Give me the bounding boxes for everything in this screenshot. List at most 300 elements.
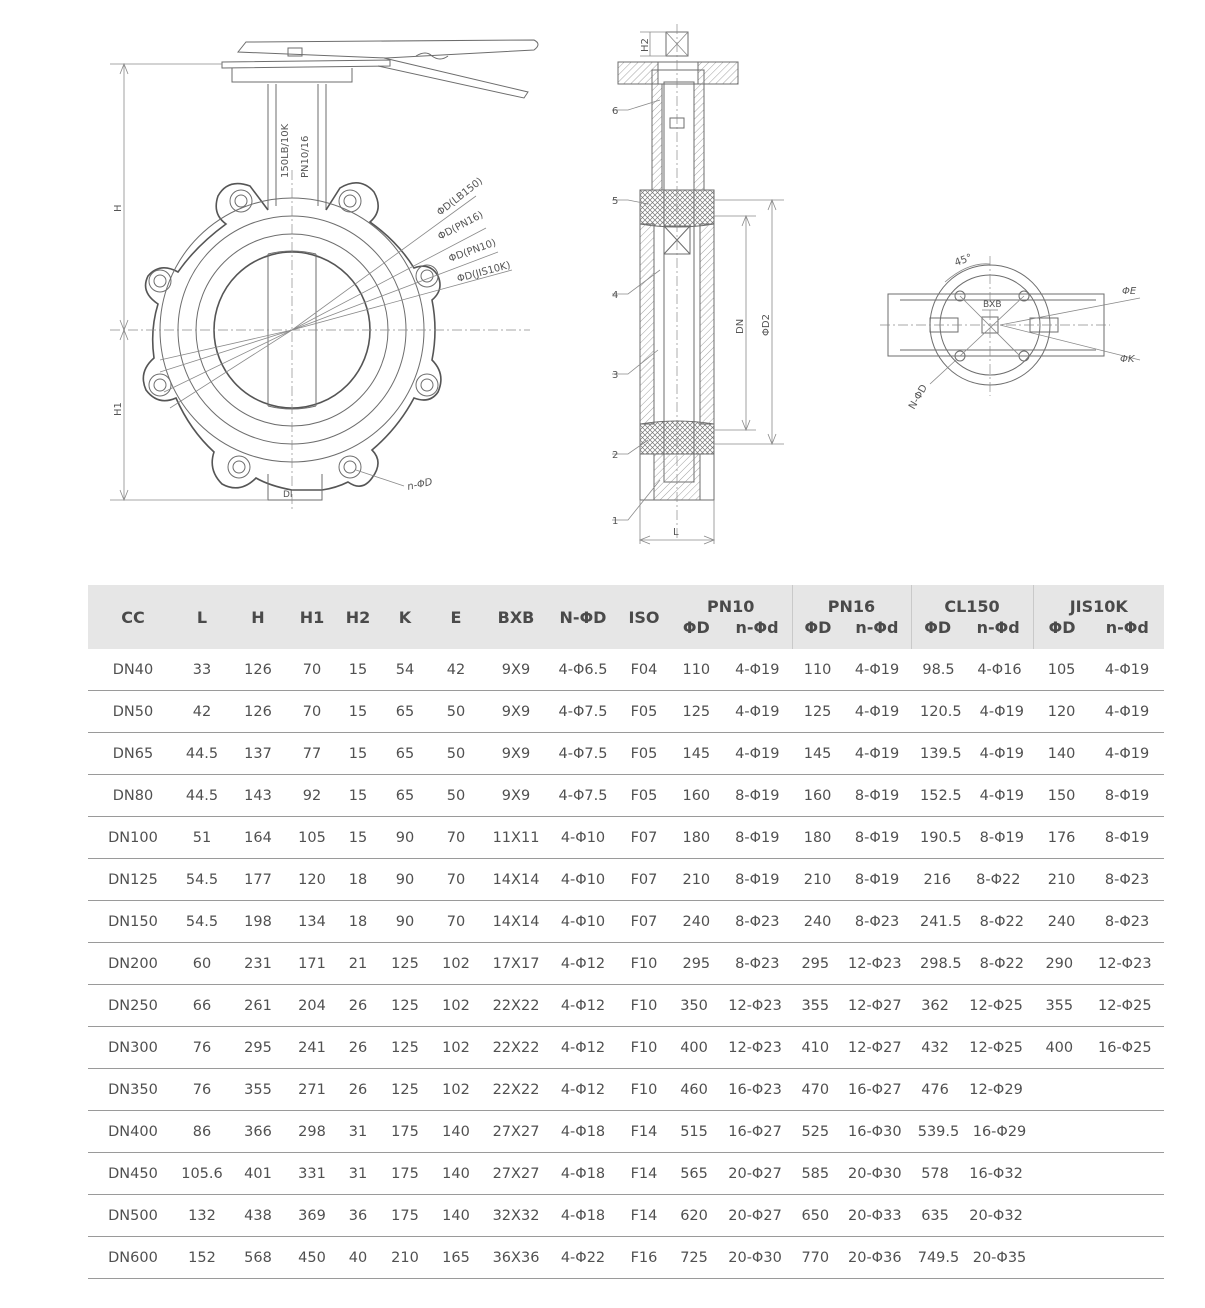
- dim-l-label: L: [673, 527, 679, 538]
- table-cell: DN450: [88, 1153, 178, 1195]
- table-cell: 271: [290, 1069, 334, 1111]
- table-group-cell: [792, 817, 911, 859]
- table-cell: 42: [178, 691, 226, 733]
- group-cell-values: [792, 788, 911, 804]
- table-cell: DN150: [88, 901, 178, 943]
- table-cell: 86: [178, 1111, 226, 1153]
- table-cell: F07: [618, 817, 670, 859]
- table-group-cell: [911, 775, 1033, 817]
- group-cell-values: [670, 704, 792, 720]
- table-cell: 295: [801, 955, 830, 972]
- dim-di-label: DI: [283, 490, 293, 500]
- dim-dn-label: DN: [735, 318, 746, 334]
- table-row: [88, 1027, 1164, 1069]
- group-subheader: ΦD: [924, 618, 952, 637]
- table-cell: 8-Φ23: [1104, 913, 1150, 930]
- table-cell: 16-Φ29: [972, 1123, 1027, 1140]
- table-cell: 8-Φ23: [735, 955, 780, 972]
- group-cell-values: [911, 1124, 1033, 1140]
- table-cell: 76: [178, 1027, 226, 1069]
- table-row: [88, 691, 1164, 733]
- table-cell: 177: [226, 859, 290, 901]
- group-cell-values: [911, 1208, 1033, 1224]
- table-cell: 125: [382, 1069, 428, 1111]
- table-group-cell: [911, 1069, 1033, 1111]
- rating-label-150lb: 150LB/10K: [280, 123, 291, 178]
- table-group-cell: [911, 943, 1033, 985]
- table-cell: F10: [618, 1027, 670, 1069]
- table-cell: 125: [382, 943, 428, 985]
- table-group-cell: [911, 1237, 1033, 1279]
- table-cell: 139.5: [920, 745, 962, 762]
- group-cell-values: [792, 1082, 911, 1098]
- column-header-5: K: [382, 585, 428, 649]
- table-cell: 110: [803, 661, 832, 678]
- table-cell: 450: [290, 1237, 334, 1279]
- table-group-cell: [792, 943, 911, 985]
- table-cell: 120: [290, 859, 334, 901]
- table-cell: DN350: [88, 1069, 178, 1111]
- table-cell: 105: [1047, 661, 1076, 678]
- table-cell: F05: [618, 775, 670, 817]
- table-cell: 31: [334, 1153, 382, 1195]
- table-cell: 210: [682, 871, 711, 888]
- table-cell: 32X32: [484, 1195, 548, 1237]
- table-cell: 16-Φ32: [969, 1165, 1023, 1182]
- table-cell: 366: [226, 1111, 290, 1153]
- table-group-cell: [1033, 775, 1164, 817]
- table-cell: 4-Φ12: [548, 1069, 618, 1111]
- table-cell: 15: [334, 691, 382, 733]
- table-group-cell: [792, 1027, 911, 1069]
- group-cell-values: [911, 1250, 1033, 1266]
- table-cell: 240: [682, 913, 711, 930]
- table-group-cell: [1033, 1153, 1164, 1195]
- table-group-cell: [911, 1111, 1033, 1153]
- table-cell: 240: [803, 913, 832, 930]
- table-group-cell: [1033, 1237, 1164, 1279]
- table-cell: 137: [226, 733, 290, 775]
- table-cell: DN250: [88, 985, 178, 1027]
- table-cell: 98.5: [922, 661, 955, 678]
- table-cell: DN65: [88, 733, 178, 775]
- group-cell-values: [792, 1166, 911, 1182]
- side-view: [612, 24, 784, 544]
- table-cell: 8-Φ19: [1104, 787, 1150, 804]
- table-cell: 16-Φ27: [848, 1081, 902, 1098]
- table-cell: 50: [428, 733, 484, 775]
- table-row: [88, 943, 1164, 985]
- table-cell: 9X9: [484, 649, 548, 691]
- table-cell: DN125: [88, 859, 178, 901]
- dim-h1-label: H1: [113, 402, 124, 416]
- table-cell: 125: [382, 1027, 428, 1069]
- table-cell: F07: [618, 859, 670, 901]
- table-cell: 102: [428, 985, 484, 1027]
- table-cell: 92: [290, 775, 334, 817]
- table-group-cell: [1033, 1195, 1164, 1237]
- table-cell: 105: [290, 817, 334, 859]
- table-group-cell: [1033, 943, 1164, 985]
- table-row: [88, 775, 1164, 817]
- group-cell-values: [792, 1250, 911, 1266]
- group-cell-values: [670, 1208, 792, 1224]
- table-row: [88, 1111, 1164, 1153]
- group-cell-values: [670, 662, 792, 678]
- column-header-3: H1: [290, 585, 334, 649]
- table-group-cell: [792, 649, 911, 691]
- group-header-1: [792, 585, 911, 649]
- table-cell: 110: [682, 661, 711, 678]
- table-group-cell: [911, 691, 1033, 733]
- table-cell: 22X22: [484, 985, 548, 1027]
- table-cell: 438: [226, 1195, 290, 1237]
- table-group-cell: [792, 1153, 911, 1195]
- dim-n-phid-label: n-ΦD: [406, 476, 434, 493]
- table-cell: 369: [290, 1195, 334, 1237]
- table-cell: 4-Φ19: [854, 703, 900, 720]
- table-cell: 16-Φ25: [1098, 1039, 1152, 1056]
- table-cell: 770: [801, 1249, 830, 1266]
- table-cell: 585: [801, 1165, 830, 1182]
- table-cell: 198: [226, 901, 290, 943]
- table-group-cell: [911, 649, 1033, 691]
- table-header: [88, 585, 1164, 649]
- table-cell: 70: [290, 691, 334, 733]
- table-cell: 70: [428, 859, 484, 901]
- table-cell: 134: [290, 901, 334, 943]
- table-cell: 241: [290, 1027, 334, 1069]
- column-header-1: L: [178, 585, 226, 649]
- table-cell: 180: [803, 829, 832, 846]
- table-cell: 175: [382, 1153, 428, 1195]
- table-cell: 65: [382, 733, 428, 775]
- table-cell: 16-Φ27: [728, 1123, 782, 1140]
- table-cell: 410: [801, 1039, 830, 1056]
- table-cell: F14: [618, 1195, 670, 1237]
- group-cell-values: [1033, 872, 1164, 888]
- table-cell: 140: [428, 1111, 484, 1153]
- table-cell: 470: [801, 1081, 830, 1098]
- table-cell: 20-Φ35: [972, 1249, 1027, 1266]
- table-cell: 36X36: [484, 1237, 548, 1279]
- table-row: [88, 985, 1164, 1027]
- table-cell: 125: [382, 985, 428, 1027]
- group-cell-values: [792, 704, 911, 720]
- dimension-spec-table: [88, 585, 1164, 1279]
- table-cell: 261: [226, 985, 290, 1027]
- group-cell-values: [1033, 830, 1164, 846]
- table-cell: 102: [428, 943, 484, 985]
- bolt-holes: [149, 190, 438, 478]
- table-cell: 4-Φ19: [1104, 745, 1150, 762]
- table-cell: 190.5: [920, 829, 962, 846]
- table-group-cell: [1033, 817, 1164, 859]
- group-cell-values: [670, 1040, 792, 1056]
- table-cell: 20-Φ30: [728, 1249, 782, 1266]
- table-cell: 8-Φ19: [854, 787, 900, 804]
- table-cell: DN80: [88, 775, 178, 817]
- group-cell-values: [792, 746, 911, 762]
- table-cell: 12-Φ23: [728, 997, 782, 1014]
- group-cell-values: [792, 914, 911, 930]
- table-cell: 132: [178, 1195, 226, 1237]
- table-cell: 126: [226, 691, 290, 733]
- table-cell: 16-Φ30: [848, 1123, 902, 1140]
- table-cell: 50: [428, 691, 484, 733]
- table-group-cell: [670, 1195, 792, 1237]
- table-cell: 4-Φ19: [979, 703, 1024, 720]
- table-group-cell: [670, 985, 792, 1027]
- table-cell: 8-Φ22: [979, 913, 1024, 930]
- table-cell: 290: [1045, 955, 1074, 972]
- table-cell: 4-Φ10: [548, 901, 618, 943]
- column-header-6: E: [428, 585, 484, 649]
- table-cell: 298: [290, 1111, 334, 1153]
- table-cell: 476: [921, 1081, 949, 1098]
- table-cell: 175: [382, 1111, 428, 1153]
- table-cell: 355: [226, 1069, 290, 1111]
- group-cell-values: [1033, 914, 1164, 930]
- table-cell: F07: [618, 901, 670, 943]
- dim-phie-label: ΦE: [1122, 286, 1137, 297]
- table-cell: 240: [1047, 913, 1076, 930]
- table-cell: 70: [290, 649, 334, 691]
- table-cell: 210: [1047, 871, 1076, 888]
- table-cell: 126: [226, 649, 290, 691]
- table-cell: 4-Φ18: [548, 1195, 618, 1237]
- part-number-4: 4: [612, 290, 619, 301]
- dim-n-phid-top-label: N-ΦD: [907, 382, 930, 412]
- front-view: [110, 40, 538, 512]
- table-cell: F14: [618, 1153, 670, 1195]
- group-cell-values: [1033, 704, 1164, 720]
- group-title: JIS10K: [1069, 597, 1128, 616]
- table-cell: 22X22: [484, 1027, 548, 1069]
- table-cell: DN600: [88, 1237, 178, 1279]
- table-cell: 26: [334, 1069, 382, 1111]
- table-cell: 298.5: [920, 955, 962, 972]
- table-cell: 140: [428, 1153, 484, 1195]
- table-cell: 8-Φ19: [979, 829, 1024, 846]
- table-cell: 12-Φ27: [848, 1039, 902, 1056]
- table-group-cell: [792, 859, 911, 901]
- table-cell: 14X14: [484, 901, 548, 943]
- table-cell: 26: [334, 1027, 382, 1069]
- group-cell-values: [1033, 1040, 1164, 1056]
- table-cell: 401: [226, 1153, 290, 1195]
- group-cell-values: [911, 956, 1033, 972]
- table-cell: 4-Φ19: [1104, 661, 1150, 678]
- table-cell: 650: [801, 1207, 830, 1224]
- group-cell-values: [911, 1040, 1033, 1056]
- table-row: [88, 817, 1164, 859]
- group-cell-values: [792, 662, 911, 678]
- rating-label-pn10: PN10/16: [300, 135, 311, 178]
- table-cell: 8-Φ19: [735, 829, 780, 846]
- group-cell-values: [911, 914, 1033, 930]
- dim-45-label: 45°: [953, 252, 974, 269]
- table-cell: 515: [680, 1123, 708, 1140]
- group-cell-values: [670, 746, 792, 762]
- table-group-cell: [1033, 1069, 1164, 1111]
- table-cell: DN200: [88, 943, 178, 985]
- table-group-cell: [911, 985, 1033, 1027]
- table-group-cell: [1033, 859, 1164, 901]
- table-cell: 8-Φ22: [979, 955, 1024, 972]
- group-cell-values: [792, 1208, 911, 1224]
- table-cell: 12-Φ27: [848, 997, 902, 1014]
- table-cell: 4-Φ6.5: [548, 649, 618, 691]
- table-cell: 20-Φ30: [848, 1165, 902, 1182]
- table-cell: F14: [618, 1111, 670, 1153]
- group-cell-values: [792, 998, 911, 1014]
- table-cell: 295: [226, 1027, 290, 1069]
- table-cell: 231: [226, 943, 290, 985]
- table-cell: 20-Φ36: [848, 1249, 902, 1266]
- table-cell: 8-Φ19: [735, 871, 780, 888]
- table-cell: 102: [428, 1027, 484, 1069]
- table-cell: 51: [178, 817, 226, 859]
- table-group-cell: [792, 1195, 911, 1237]
- table-cell: 70: [428, 901, 484, 943]
- dim-h-label: H: [113, 204, 124, 212]
- group-cell-values: [911, 746, 1033, 762]
- part-number-2: 2: [612, 450, 619, 461]
- table-cell: 102: [428, 1069, 484, 1111]
- group-cell-values: [1033, 998, 1164, 1014]
- table-cell: 400: [680, 1039, 708, 1056]
- group-cell-values: [792, 872, 911, 888]
- group-cell-values: [670, 1250, 792, 1266]
- table-group-cell: [670, 943, 792, 985]
- table-cell: 9X9: [484, 775, 548, 817]
- table-cell: 4-Φ7.5: [548, 691, 618, 733]
- flange-label-pn10: ΦD(PN10): [447, 237, 498, 265]
- table-row: [88, 859, 1164, 901]
- table-cell: 241.5: [920, 913, 962, 930]
- table-group-cell: [792, 691, 911, 733]
- table-cell: 12-Φ25: [1098, 997, 1152, 1014]
- group-subheader: n-Φd: [976, 618, 1020, 637]
- table-cell: 749.5: [917, 1249, 960, 1266]
- table-cell: 125: [803, 703, 832, 720]
- table-cell: 539.5: [917, 1123, 960, 1140]
- table-group-cell: [1033, 1111, 1164, 1153]
- table-cell: 4-Φ7.5: [548, 775, 618, 817]
- table-cell: 620: [680, 1207, 708, 1224]
- group-cell-values: [670, 914, 792, 930]
- table-cell: 160: [803, 787, 832, 804]
- table-cell: 21: [334, 943, 382, 985]
- flange-label-lb150: ΦD(LB150): [435, 175, 486, 219]
- table-cell: DN50: [88, 691, 178, 733]
- group-subheader: ΦD: [804, 618, 832, 637]
- table-group-cell: [670, 1153, 792, 1195]
- table-group-cell: [911, 1195, 1033, 1237]
- table-group-cell: [670, 859, 792, 901]
- table-group-cell: [792, 775, 911, 817]
- table-group-cell: [670, 649, 792, 691]
- table-cell: 145: [803, 745, 832, 762]
- table-cell: 460: [680, 1081, 708, 1098]
- group-cell-values: [792, 830, 911, 846]
- column-header-2: H: [226, 585, 290, 649]
- table-cell: 44.5: [178, 775, 226, 817]
- table-cell: 9X9: [484, 733, 548, 775]
- table-cell: 143: [226, 775, 290, 817]
- table-cell: 16-Φ23: [728, 1081, 782, 1098]
- table-cell: F10: [618, 985, 670, 1027]
- table-cell: 50: [428, 775, 484, 817]
- table-cell: DN100: [88, 817, 178, 859]
- table-cell: 4-Φ22: [548, 1237, 618, 1279]
- table-cell: 8-Φ23: [854, 913, 900, 930]
- table-cell: 17X17: [484, 943, 548, 985]
- table-cell: 18: [334, 901, 382, 943]
- table-cell: 152: [178, 1237, 226, 1279]
- column-header-0: CC: [88, 585, 178, 649]
- group-cell-values: [670, 956, 792, 972]
- table-cell: 204: [290, 985, 334, 1027]
- table-cell: 355: [801, 997, 830, 1014]
- table-cell: 54.5: [178, 901, 226, 943]
- column-header-7: BXB: [484, 585, 548, 649]
- table-cell: 350: [680, 997, 708, 1014]
- dim-phid2-label: ΦD2: [761, 314, 772, 336]
- table-cell: 12-Φ23: [1098, 955, 1152, 972]
- table-cell: 140: [1047, 745, 1076, 762]
- table-cell: F10: [618, 943, 670, 985]
- group-cell-values: [911, 872, 1033, 888]
- table-row: [88, 1237, 1164, 1279]
- table-cell: 8-Φ23: [1104, 871, 1150, 888]
- group-cell-values: [670, 1166, 792, 1182]
- table-cell: 210: [382, 1237, 428, 1279]
- table-cell: 4-Φ18: [548, 1111, 618, 1153]
- part-number-6: 6: [612, 106, 619, 117]
- table-cell: 565: [680, 1165, 708, 1182]
- table-cell: 8-Φ19: [735, 787, 780, 804]
- table-cell: 20-Φ33: [848, 1207, 902, 1224]
- table-header-row: [88, 585, 1164, 649]
- table-cell: 90: [382, 901, 428, 943]
- table-cell: 4-Φ19: [979, 745, 1024, 762]
- table-cell: DN400: [88, 1111, 178, 1153]
- table-row: [88, 1069, 1164, 1111]
- group-cell-values: [670, 1082, 792, 1098]
- lever-handle: [222, 40, 538, 98]
- group-subheader: ΦD: [682, 618, 710, 637]
- table-group-cell: [670, 1237, 792, 1279]
- table-group-cell: [670, 1111, 792, 1153]
- table-cell: 4-Φ19: [1104, 703, 1150, 720]
- table-row: [88, 733, 1164, 775]
- table-cell: 4-Φ19: [854, 661, 900, 678]
- table-row: [88, 1195, 1164, 1237]
- group-title: CL150: [944, 597, 1000, 616]
- table-cell: 54.5: [178, 859, 226, 901]
- flange-label-jis10k: ΦD(JIS10K): [455, 260, 512, 285]
- table-cell: 152.5: [920, 787, 962, 804]
- table-cell: 578: [921, 1165, 949, 1182]
- table-cell: 8-Φ23: [735, 913, 780, 930]
- group-subheader: n-Φd: [855, 618, 899, 637]
- table-group-cell: [792, 901, 911, 943]
- table-cell: F10: [618, 1069, 670, 1111]
- group-subheader: n-Φd: [735, 618, 779, 637]
- table-cell: 176: [1047, 829, 1076, 846]
